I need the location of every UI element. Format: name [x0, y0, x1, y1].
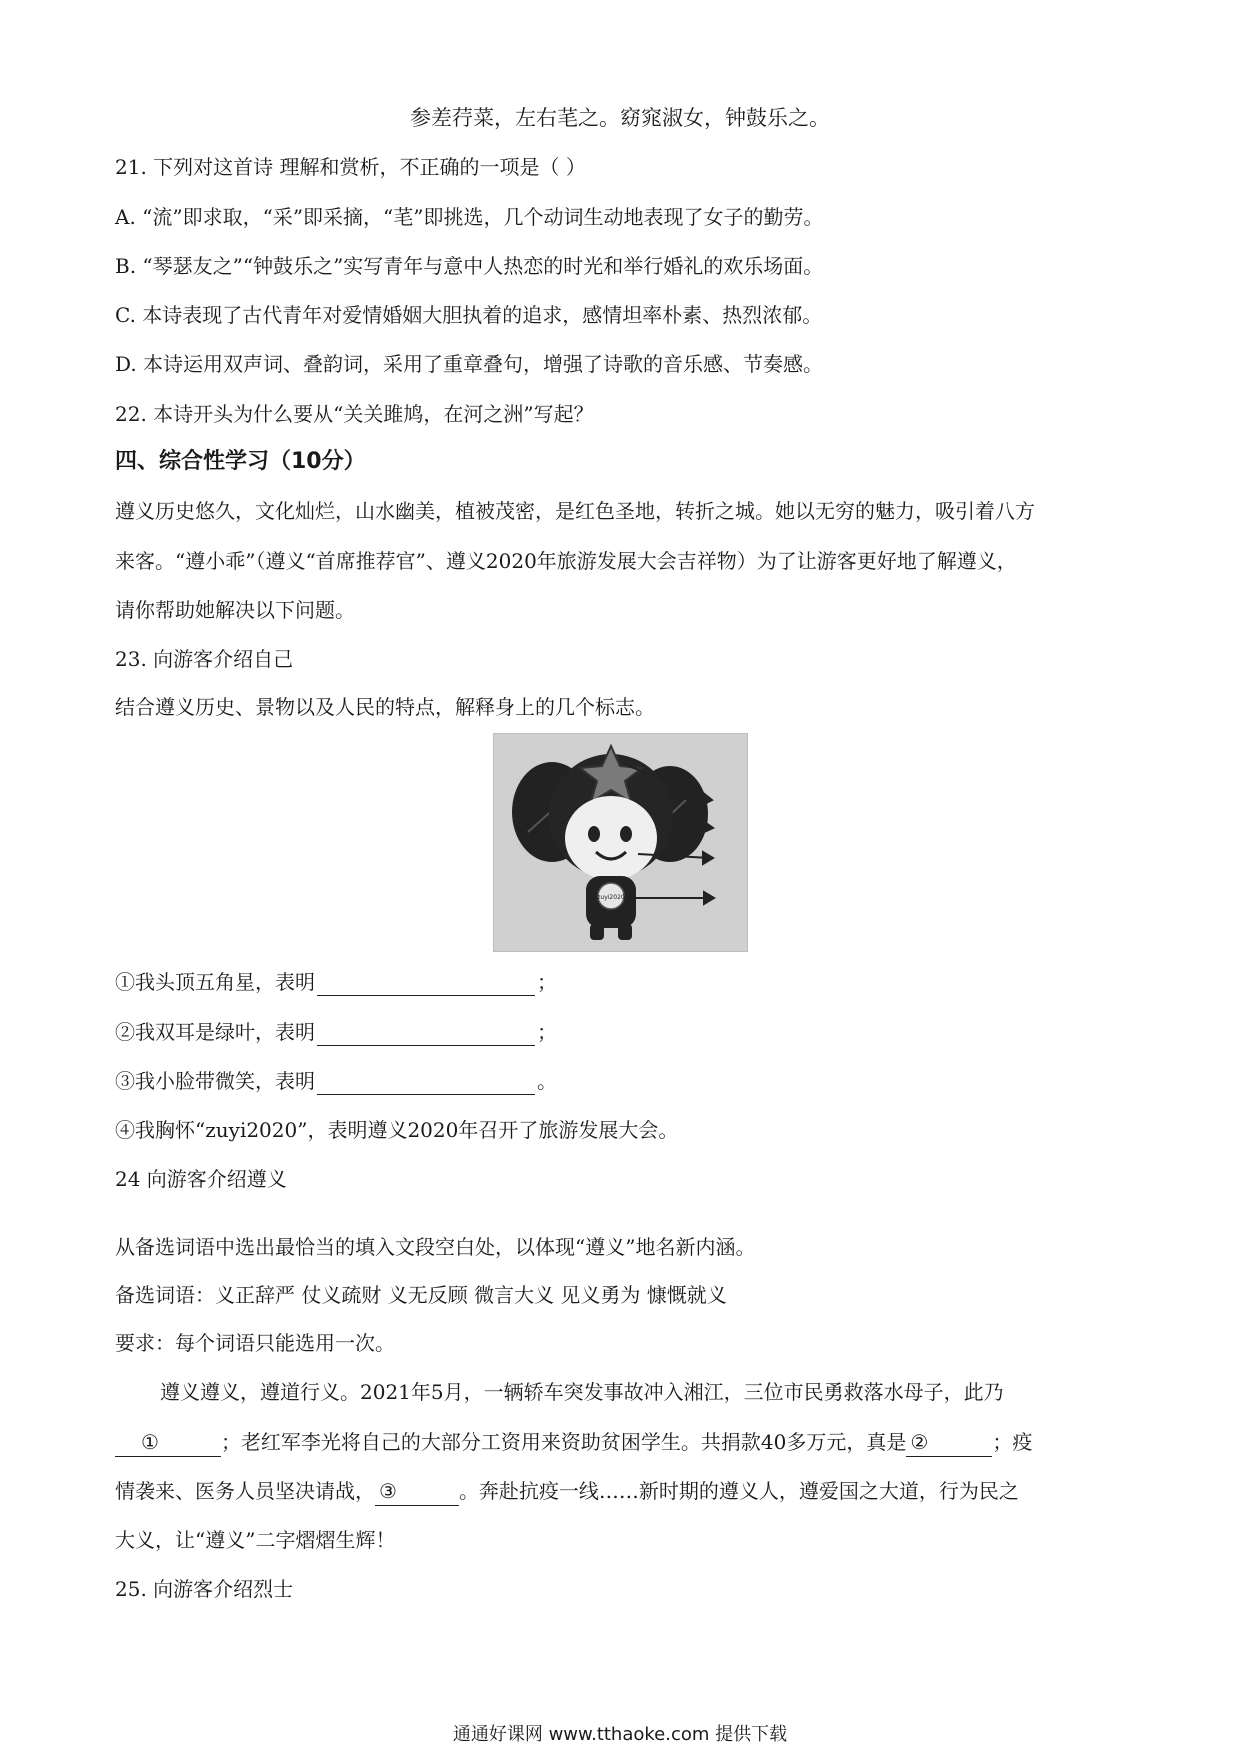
section-4-intro-line-2: 来客。“遵小乖”（遵义“首席推荐官”、遵义2020年旅游发展大会吉祥物）为了让游客更好地了解遵义，	[115, 549, 1017, 573]
mascot-image	[493, 733, 748, 952]
passage-line-2: ① ；老红军李光将自己的大部分工资用来资助贫困学生。共捐款40多万元，真是 ② ；疫	[115, 1428, 1032, 1457]
question-24-requirement: 要求：每个词语只能选用一次。	[115, 1331, 395, 1355]
mascot-left-eye	[588, 826, 600, 842]
question-23-title: 23. 向游客介绍自己	[115, 647, 294, 671]
question-21-option-b: B. “琴瑟友之”“钟鼓乐之”实写青年与意中人热恋的时光和举行婚礼的欢乐场面。	[115, 254, 824, 278]
question-23-item-2: ②我双耳是绿叶，表明 ；	[115, 1020, 557, 1044]
mascot-left-leg	[590, 924, 604, 940]
mascot-right-leg	[618, 924, 632, 940]
question-21-option-d: D. 本诗运用双声词、叠韵词，采用了重章叠句，增强了诗歌的音乐感、节奏感。	[115, 352, 824, 376]
question-23-item-1: ①我头顶五角星，表明 ；	[115, 970, 557, 994]
passage-line-4: 大义，让“遵义”二字熠熠生辉！	[115, 1528, 396, 1552]
question-23-item-3: ③我小脸带微笑，表明 。	[115, 1069, 557, 1093]
mascot-face	[565, 796, 657, 880]
question-21-stem: 21. 下列对这首诗 理解和赏析，不正确的一项是（ ）	[115, 155, 586, 179]
answer-blank-2[interactable]	[317, 1023, 535, 1046]
mascot-right-eye	[620, 826, 632, 842]
poem-line: 参差荇菜，左右芼之。窈窕淑女，钟鼓乐之。	[410, 106, 830, 130]
section-4-intro-line-1: 遵义历史悠久，文化灿烂，山水幽美，植被茂密，是红色圣地，转折之城。她以无穷的魅力，吸引着八方	[115, 499, 1035, 523]
section-4-heading: 四、综合性学习（10分）	[115, 449, 366, 474]
question-24-instruction: 从备选词语中选出最恰当的填入文段空白处，以体现“遵义”地名新内涵。	[115, 1235, 756, 1259]
question-25-title: 25. 向游客介绍烈士	[115, 1577, 294, 1601]
answer-blank-1[interactable]	[317, 973, 535, 996]
chest-badge-text: zuyi2020	[597, 894, 625, 901]
passage-blank-1[interactable]: ①	[115, 1428, 221, 1457]
question-23-item-4: ④我胸怀“zuyi2020”，表明遵义2020年召开了旅游发展大会。	[115, 1118, 679, 1142]
question-23-instruction: 结合遵义历史、景物以及人民的特点，解释身上的几个标志。	[115, 695, 655, 719]
question-22: 22. 本诗开头为什么要从“关关雎鸠，在河之洲”写起？	[115, 402, 594, 426]
mascot-illustration	[494, 734, 747, 951]
passage-line-1: 遵义遵义，遵道行义。2021年5月，一辆轿车突发事故冲入湘江，三位市民勇救落水母子，此乃	[160, 1380, 1004, 1404]
question-24-title: 24 向游客介绍遵义	[115, 1167, 287, 1191]
page-footer: 通通好课网 www.tthaoke.com 提供下载	[452, 1724, 788, 1745]
passage-blank-2[interactable]: ②	[906, 1428, 992, 1457]
question-24-word-bank: 备选词语：义正辞严 仗义疏财 义无反顾 微言大义 见义勇为 慷慨就义	[115, 1283, 727, 1307]
answer-blank-3[interactable]	[317, 1072, 535, 1095]
section-4-intro-line-3: 请你帮助她解决以下问题。	[115, 598, 355, 622]
question-21-option-c: C. 本诗表现了古代青年对爱情婚姻大胆执着的追求，感情坦率朴素、热烈浓郁。	[115, 303, 823, 327]
passage-line-3: 情袭来、医务人员坚决请战， ③ 。奔赴抗疫一线……新时期的遵义人，遵爱国之大道，行为民之	[115, 1477, 1019, 1506]
passage-blank-3[interactable]: ③	[375, 1477, 459, 1506]
question-21-option-a: A. “流”即求取，“采”即采摘，“芼”即挑选，几个动词生动地表现了女子的勤劳。	[115, 205, 824, 229]
